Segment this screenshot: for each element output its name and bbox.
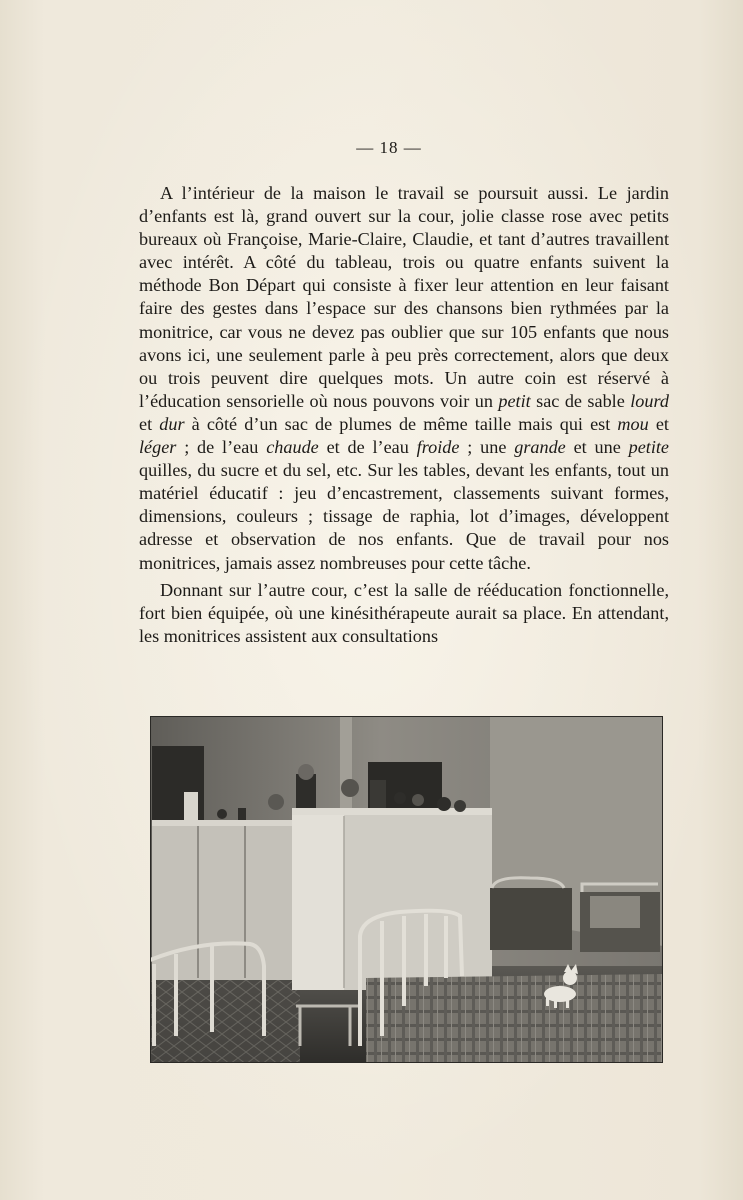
wall-column: [340, 716, 352, 816]
text-run: et: [139, 413, 160, 434]
left-cupboard: [152, 822, 292, 980]
text-run: et une: [565, 437, 629, 458]
text-run: sac de sable: [530, 390, 631, 411]
italic-word: dur: [159, 413, 185, 434]
tiled-floor: [150, 966, 300, 1063]
text-run: ; de l’eau: [176, 437, 267, 458]
text-run: A l’intérieur de la maison le travail se poursuit aussi. Le jardin d’enfants est là, grand ouvert sur la cour, jolie classe rose avec petits bureaux où Françoise, Marie-Claire, Claudie, et tant d’autres travaillent avec intérêt. A côté du tableau, trois ou quatre enfants suivent la méthode Bon Départ qui consiste à fixer leur attention en leur faisant faire des gestes dans l’espace sur des chansons bien rythmées par la monitrice, car vous ne devez pas oublier que sur 105 enfants que nous avons ici, une seulement parle à peu près correctement, alors que deux ou trois peuvent dire quelques mots. Un autre coin est réservé à l’éducation sensorielle où nous pouvons voir un: [139, 183, 669, 411]
body-text: [139, 182, 669, 648]
italic-word: mou: [617, 413, 649, 434]
text-run: ; une: [459, 437, 515, 458]
italic-word: froide: [416, 437, 460, 458]
paragraph-1: [139, 182, 669, 575]
dormitory-photo: [150, 716, 663, 1063]
page-number: — 18 —: [356, 138, 422, 157]
text-run: et de l’eau: [318, 437, 417, 458]
paragraph-2: Donnant sur l’autre cour, c’est la salle de rééducation fonctionnelle, fort bien équipée, où une kinésithérapeute aurait sa place. En attendant, les monitrices assistent aux consultations: [139, 579, 669, 646]
dormitory-illustration: [150, 716, 663, 1063]
text-run: quilles, du sucre et du sel, etc. Sur les tables, devant les enfants, tout un matériel éducatif : jeu d’encastrement, classements suivant formes, dimensions, couleurs ; tissage de raphia, lot d’images, développent adresse et observation de nos enfants. Que de travail pour nos monitrices, jamais assez nombreuses pour cette tâche.: [139, 460, 669, 573]
italic-word: léger: [139, 437, 177, 458]
italic-word: chaude: [266, 437, 319, 458]
italic-word: petite: [628, 437, 669, 458]
text-run: à côté d’un sac de plumes de même taille mais qui est: [184, 413, 618, 434]
text-run: et: [648, 413, 669, 434]
italic-word: petit: [498, 390, 531, 411]
italic-word: lourd: [630, 390, 669, 411]
italic-word: grande: [514, 437, 566, 458]
